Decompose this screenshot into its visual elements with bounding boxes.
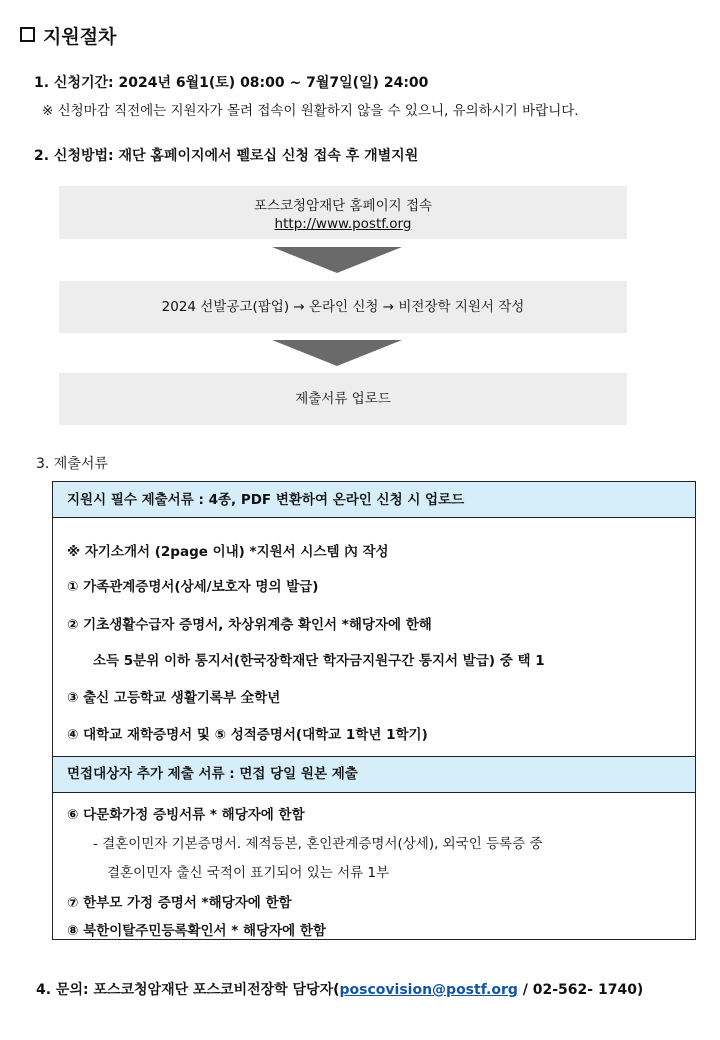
contact-suffix: / 02-562- 1740) [517, 982, 644, 998]
flow-step-homepage [59, 186, 627, 239]
homepage-link[interactable]: http://www.postf.org [274, 216, 412, 232]
required-item: 소득 5분위 이하 통지서(한국장학재단 학자금지원구간 통지서 발급) 중 택 1 [93, 653, 545, 669]
interview-item: ⑦ 한부모 가정 증명서 *해당자에 한함 [67, 895, 292, 911]
flow-arrow-down-icon [272, 247, 402, 273]
contact-email-link[interactable]: poscovision@postf.org [339, 982, 518, 998]
required-item: ② 기초생활수급자 증명서, 차상위계층 확인서 *해당자에 한해 [67, 617, 432, 633]
interview-item: - 결혼이민자 기본증명서. 제적등본, 혼인관계증명서(상세), 외국인 등록증 중 [93, 836, 543, 852]
flow-step-upload: 제출서류 업로드 [59, 373, 627, 425]
section3-heading: 3. 제출서류 [36, 456, 108, 472]
section1-heading: 1. 신청기간: 2024년 6월1(토) 08:00 ~ 7월7일(일) 24:00 [34, 75, 429, 91]
interview-item: ⑥ 다문화가정 증빙서류 * 해당자에 한함 [67, 807, 305, 823]
contact-prefix: 4. 문의: 포스코청암재단 포스코비전장학 담당자( [36, 982, 340, 998]
contact-line [36, 979, 643, 999]
required-item: ③ 출신 고등학교 생활기록부 全학년 [67, 690, 281, 706]
section1-note: ※ 신청마감 직전에는 지원자가 몰려 접속이 원활하지 않을 수 있으니, 유의하시기 바랍니다. [42, 103, 579, 119]
required-item: ※ 자기소개서 (2page 이내) *지원서 시스템 內 작성 [67, 544, 389, 560]
checkbox-square-icon [20, 27, 35, 42]
required-item: ④ 대학교 재학증명서 및 ⑤ 성적증명서(대학교 1학년 1학기) [67, 727, 428, 743]
interview-item: ⑧ 북한이탈주민등록확인서 * 해당자에 한함 [67, 923, 326, 939]
page-title: 지원절차 [20, 22, 116, 49]
required-item: ① 가족관계증명서(상세/보호자 명의 발급) [67, 579, 319, 595]
flow-arrow-down-icon [272, 340, 402, 366]
documents-table [52, 481, 696, 940]
flow-step-homepage-label: 포스코청암재단 홈페이지 접속 [253, 198, 433, 214]
interview-item: 결혼이민자 출신 국적이 표기되어 있는 서류 1부 [107, 865, 390, 881]
required-docs-header: 지원시 필수 제출서류 : 4종, PDF 변환하여 온라인 신청 시 업로드 [53, 482, 695, 518]
section2-heading: 2. 신청방법: 재단 홈페이지에서 펠로십 신청 접속 후 개별지원 [34, 148, 419, 164]
interview-docs-header: 면접대상자 추가 제출 서류 : 면접 당일 원본 제출 [53, 756, 695, 793]
flow-step-application: 2024 선발공고(팝업) → 온라인 신청 → 비전장학 지원서 작성 [59, 281, 627, 333]
